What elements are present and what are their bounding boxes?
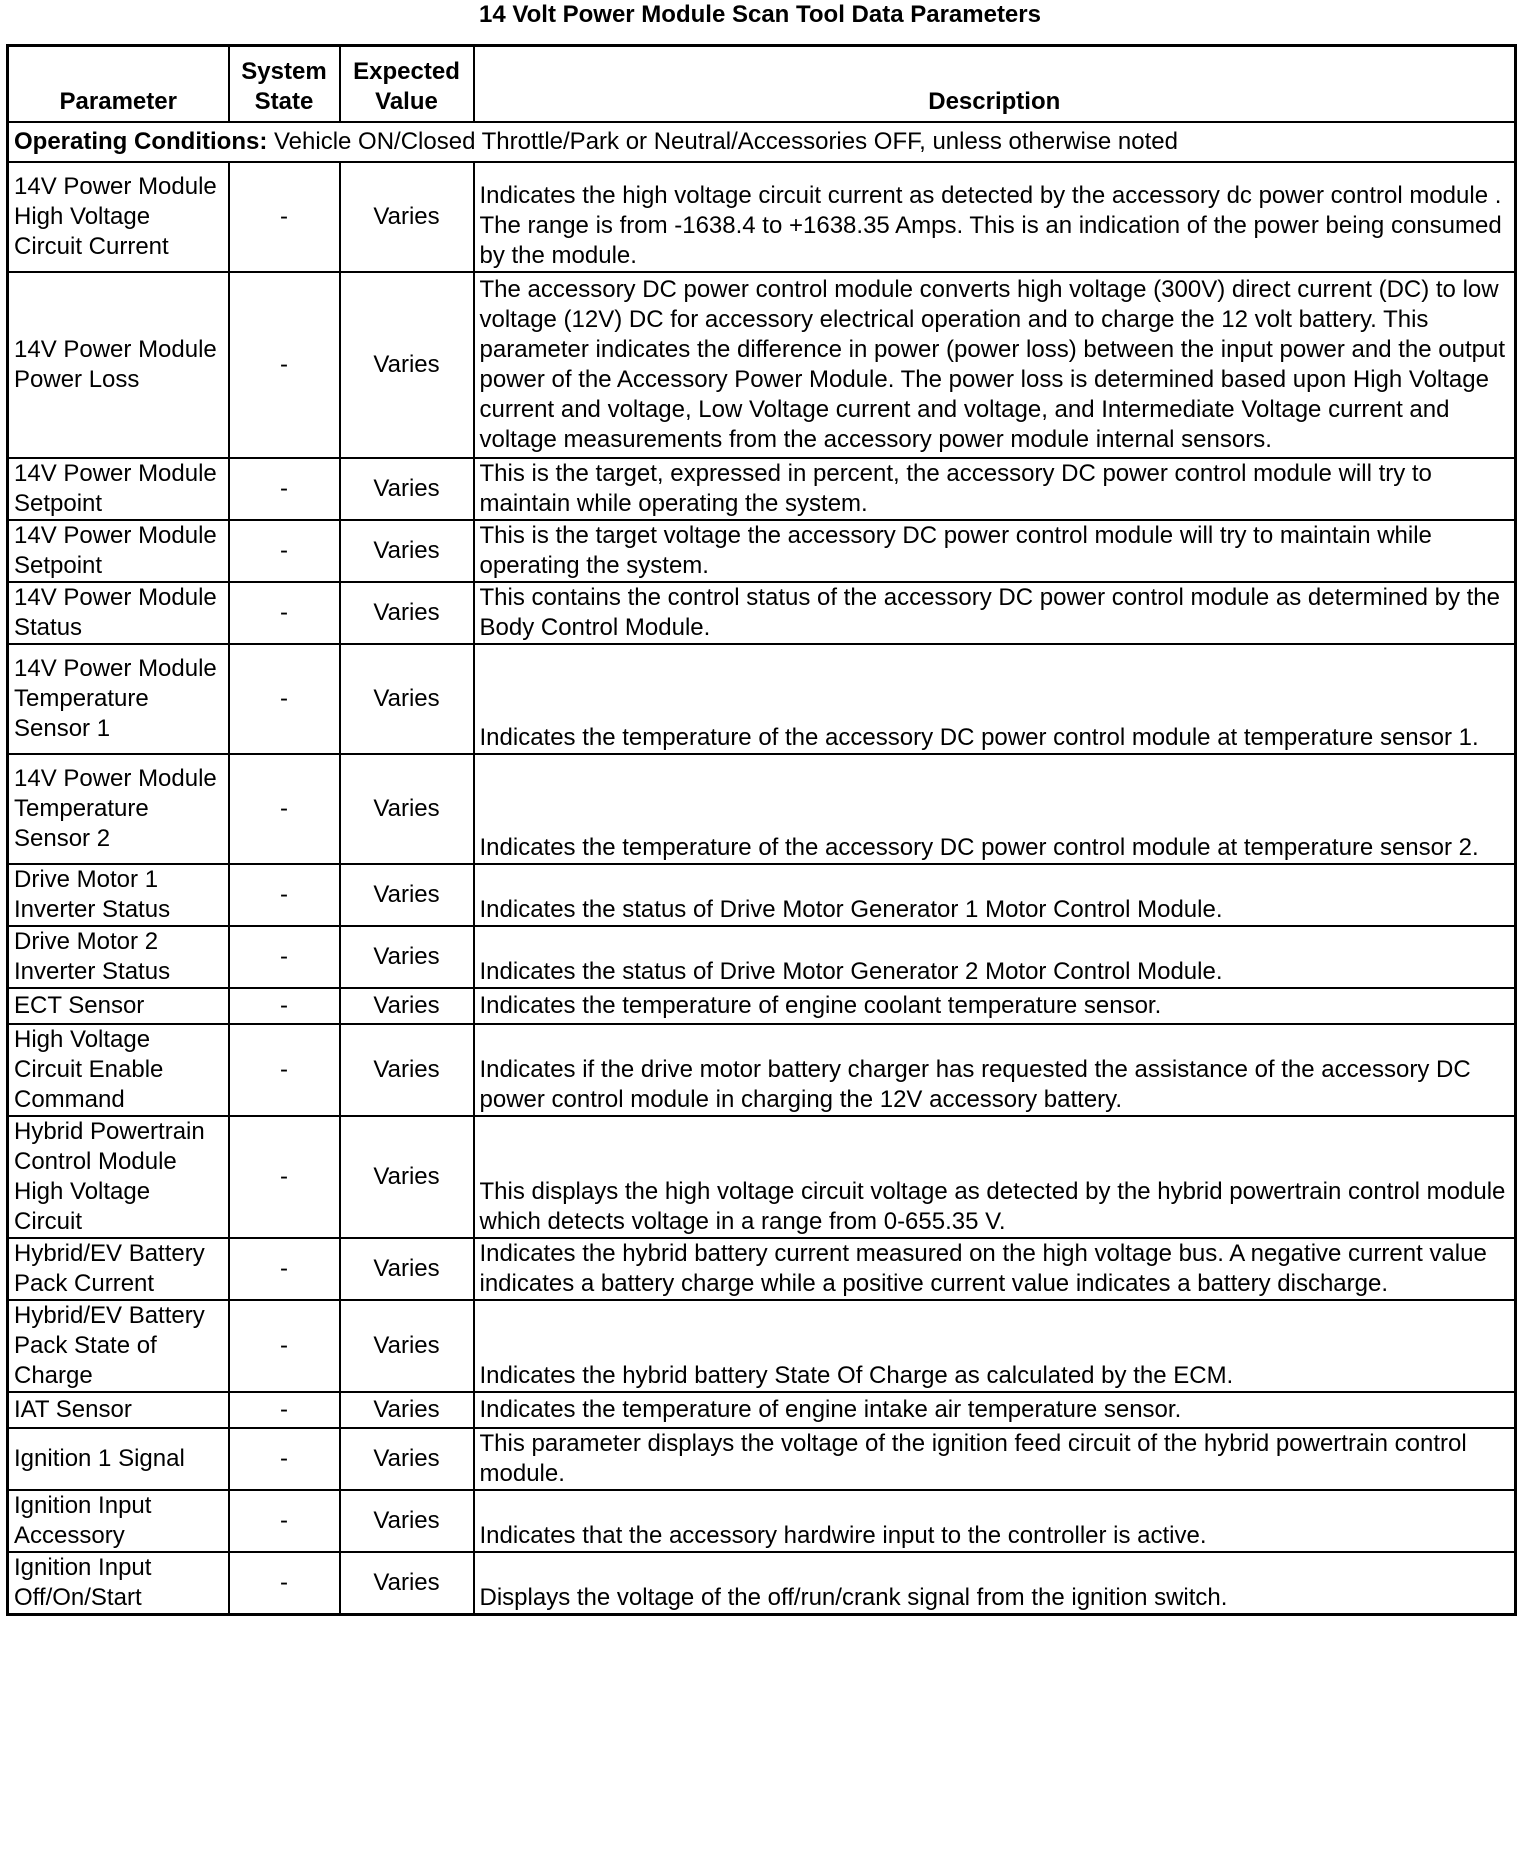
system-state-cell: - [229,1428,340,1490]
description-cell: Indicates that the accessory hardwire input to the controller is active. [474,1490,1516,1552]
system-state-cell: - [229,1552,340,1615]
parameter-cell: Hybrid/EV Battery Pack Current [8,1238,229,1300]
expected-value-cell: Varies [340,1238,474,1300]
header-expected-value: Expected Value [340,46,474,123]
parameter-cell: ECT Sensor [8,988,229,1024]
expected-value-cell: Varies [340,754,474,864]
system-state-cell: - [229,644,340,754]
table-row [8,644,1516,754]
expected-value-cell: Varies [340,1024,474,1116]
expected-value-cell: Varies [340,926,474,988]
description-cell: This parameter displays the voltage of the ignition feed circuit of the hybrid powertrain control module. [474,1428,1516,1490]
header-system-state: System State [229,46,340,123]
description-cell: Indicates the temperature of the accessory DC power control module at temperature sensor 2. [474,754,1516,864]
parameter-cell: Hybrid/EV Battery Pack State of Charge [8,1300,229,1392]
table-row [8,754,1516,864]
description-cell: Indicates the temperature of engine intake air temperature sensor. [474,1392,1516,1428]
expected-value-cell: Varies [340,864,474,926]
table-row [8,272,1516,458]
system-state-cell: - [229,988,340,1024]
expected-value-cell: Varies [340,1552,474,1615]
table-row [8,582,1516,644]
description-cell: This is the target, expressed in percent, the accessory DC power control module will try to maintain while operating the system. [474,458,1516,520]
expected-value-cell: Varies [340,1490,474,1552]
system-state-cell: - [229,1116,340,1238]
parameter-cell: 14V Power Module Status [8,582,229,644]
parameter-cell: IAT Sensor [8,1392,229,1428]
description-cell: Indicates the hybrid battery current measured on the high voltage bus. A negative current value indicates a battery charge while a positive current value indicates a battery discharge. [474,1238,1516,1300]
description-cell: Indicates the hybrid battery State Of Charge as calculated by the ECM. [474,1300,1516,1392]
parameter-cell: 14V Power Module Power Loss [8,272,229,458]
description-cell: Indicates the temperature of the accessory DC power control module at temperature sensor 1. [474,644,1516,754]
parameter-cell: Ignition 1 Signal [8,1428,229,1490]
system-state-cell: - [229,520,340,582]
table-row [8,864,1516,926]
header-description: Description [474,46,1516,123]
system-state-cell: - [229,1490,340,1552]
expected-value-cell: Varies [340,458,474,520]
parameter-cell: Ignition Input Off/On/Start [8,1552,229,1615]
operating-conditions [8,122,1516,162]
system-state-cell: - [229,162,340,272]
expected-value-cell: Varies [340,520,474,582]
description-cell: This displays the high voltage circuit voltage as detected by the hybrid powertrain control module which detects voltage in a range from 0-655.35 V. [474,1116,1516,1238]
table-row [8,1490,1516,1552]
parameter-cell: Hybrid Powertrain Control Module High Voltage Circuit [8,1116,229,1238]
parameter-cell: 14V Power Module Temperature Sensor 1 [8,644,229,754]
parameter-cell: Ignition Input Accessory [8,1490,229,1552]
system-state-cell: - [229,1392,340,1428]
table-row [8,1238,1516,1300]
parameter-cell: Drive Motor 1 Inverter Status [8,864,229,926]
system-state-cell: - [229,1300,340,1392]
table-row [8,1116,1516,1238]
table-row [8,1392,1516,1428]
table-row [8,162,1516,272]
description-cell: Indicates the status of Drive Motor Generator 1 Motor Control Module. [474,864,1516,926]
parameter-cell: 14V Power Module Temperature Sensor 2 [8,754,229,864]
parameter-cell: 14V Power Module High Voltage Circuit Current [8,162,229,272]
table-row [8,1428,1516,1490]
operating-conditions-label: Operating Conditions: [14,128,268,155]
expected-value-cell: Varies [340,988,474,1024]
system-state-cell: - [229,458,340,520]
system-state-cell: - [229,1238,340,1300]
table-row [8,1024,1516,1116]
description-cell: This contains the control status of the accessory DC power control module as determined by the Body Control Module. [474,582,1516,644]
table-row [8,1552,1516,1615]
description-cell: Indicates the high voltage circuit current as detected by the accessory dc power control module . The range is from -1638.4 to +1638.35 Amps. This is an indication of the power being consumed by the module. [474,162,1516,272]
document-title: 14 Volt Power Module Scan Tool Data Parameters [479,1,1041,28]
expected-value-cell: Varies [340,644,474,754]
table-row [8,1300,1516,1392]
parameter-cell: 14V Power Module Setpoint [8,520,229,582]
system-state-cell: - [229,1024,340,1116]
expected-value-cell: Varies [340,1300,474,1392]
expected-value-cell: Varies [340,1428,474,1490]
description-cell: Indicates the temperature of engine coolant temperature sensor. [474,988,1516,1024]
description-cell: Indicates if the drive motor battery charger has requested the assistance of the accessory DC power control module in charging the 12V accessory battery. [474,1024,1516,1116]
system-state-cell: - [229,272,340,458]
table-row [8,458,1516,520]
expected-value-cell: Varies [340,582,474,644]
header-parameter: Parameter [8,46,229,123]
operating-conditions-text: Vehicle ON/Closed Throttle/Park or Neutral/Accessories OFF, unless otherwise noted [267,128,1178,155]
expected-value-cell: Varies [340,1392,474,1428]
system-state-cell: - [229,926,340,988]
expected-value-cell: Varies [340,162,474,272]
table-row [8,988,1516,1024]
header-row [8,46,1516,123]
description-cell: Indicates the status of Drive Motor Generator 2 Motor Control Module. [474,926,1516,988]
expected-value-cell: Varies [340,1116,474,1238]
system-state-cell: - [229,582,340,644]
parameters-table [6,44,1517,1616]
parameter-cell: 14V Power Module Setpoint [8,458,229,520]
system-state-cell: - [229,754,340,864]
operating-conditions-row [8,122,1516,162]
description-cell: Displays the voltage of the off/run/crank signal from the ignition switch. [474,1552,1516,1615]
system-state-cell: - [229,864,340,926]
description-cell: The accessory DC power control module converts high voltage (300V) direct current (DC) to low voltage (12V) DC for accessory electrical operation and to charge the 12 volt battery. This parameter indicates the difference in power (power loss) between the input power and the output power of the Accessory Power Module. The power loss is determined based upon High Voltage current and voltage, Low Voltage current and voltage, and Intermediate Voltage current and voltage measurements from the accessory power module internal sensors. [474,272,1516,458]
table-row [8,926,1516,988]
parameter-cell: Drive Motor 2 Inverter Status [8,926,229,988]
parameter-cell: High Voltage Circuit Enable Command [8,1024,229,1116]
expected-value-cell: Varies [340,272,474,458]
description-cell: This is the target voltage the accessory DC power control module will try to maintain while operating the system. [474,520,1516,582]
table-row [8,520,1516,582]
